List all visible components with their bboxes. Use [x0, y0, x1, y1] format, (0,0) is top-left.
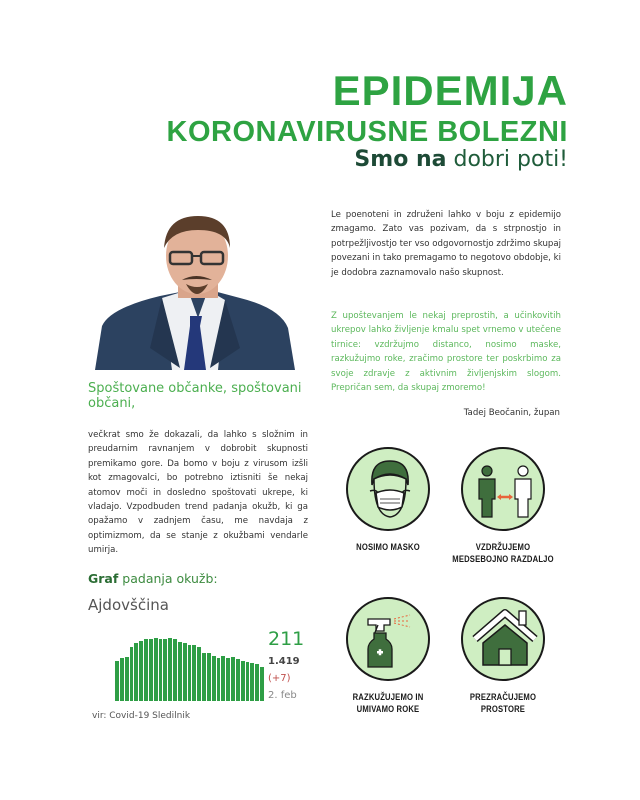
spray-bottle-icon — [346, 597, 430, 681]
chart-bar — [212, 656, 216, 701]
measure-distance — [443, 447, 563, 565]
headline-koronavirusne-bolezni: KORONAVIRUSNE BOLEZNI — [166, 116, 568, 148]
measure-ventilate — [443, 597, 563, 715]
graph-source: vir: Covid-19 Sledilnik — [92, 711, 191, 721]
infection-bar-chart — [115, 635, 265, 701]
signature: Tadej Beočanin, župan — [463, 408, 560, 418]
house-icon — [461, 597, 545, 681]
chart-bar — [168, 638, 172, 701]
headline-epidemija: EPIDEMIJA — [332, 67, 568, 114]
graph-title-rest: padanja okužb: — [118, 571, 218, 586]
greeting: Spoštovane občanke, spoštovani občani, — [88, 381, 302, 411]
letter-body-left: večkrat smo že dokazali, da lahko s složnim in preudarnim ravnanjem v dobrobit skupnosti premikamo gore. Da bomo v boju z virusom izšli kot zmagovalci, bo potrebno iztisniti še nekaj atomov moči in dosledno spoštovati ukrepe, ki vladajo. Vzpodbuden trend padanja okužb, ki ga opažamo v zadnjem času, me navdaja z optimizmom, da se stanje z okužbami vendarle umirja. — [88, 430, 308, 556]
subtitle-bold: Smo na — [354, 147, 447, 172]
chart-bar — [130, 647, 134, 701]
social-distance-icon — [461, 447, 545, 531]
chart-bar — [125, 657, 129, 701]
graph-title-bold: Graf — [88, 571, 119, 586]
chart-bar — [260, 667, 264, 701]
graph-city: Ajdovščina — [88, 596, 169, 614]
letter-body-right-1: Le poenoteni in združeni lahko v boju z epidemijo zmagamo. Zato vas pozivam, da s strpnostjo in potrpežljivostjo ter vso odgovornostjo zdržimo skupaj povezani in tako premagamo to negotovo obdobje, ki je dodobra zaznamovalo našo skupnost. — [331, 210, 561, 278]
chart-bar — [202, 653, 206, 701]
chart-bar — [241, 661, 245, 701]
subtitle — [354, 148, 568, 172]
chart-bar — [221, 656, 225, 701]
mayor-portrait-photo — [90, 208, 305, 370]
chart-bar — [236, 659, 240, 701]
measure-mask — [328, 447, 448, 553]
chart-bar — [231, 657, 235, 701]
chart-bar — [173, 639, 177, 701]
chart-bar — [217, 658, 221, 701]
subtitle-light: dobri poti! — [446, 147, 568, 172]
chart-bar — [192, 645, 196, 701]
chart-bar — [183, 643, 187, 701]
chart-bar — [149, 639, 153, 701]
daily-change-value: (+7) — [268, 673, 291, 684]
chart-bar — [226, 658, 230, 701]
graph-date: 2. feb — [268, 690, 297, 701]
chart-bar — [255, 664, 259, 701]
chart-bar — [207, 653, 211, 701]
measure-label: PREZRAČUJEMO PROSTORE — [469, 692, 537, 714]
total-cases-value: 1.419 — [268, 656, 300, 667]
chart-bar — [246, 662, 250, 701]
active-cases-value: 211 — [268, 628, 305, 650]
chart-bar — [115, 661, 119, 701]
chart-bar — [197, 647, 201, 701]
chart-bar — [139, 641, 143, 701]
mask-icon — [346, 447, 430, 531]
chart-bar — [163, 639, 167, 701]
chart-bar — [144, 639, 148, 701]
measure-label: NOSIMO MASKO — [356, 542, 420, 552]
measure-label: VZDRŽUJEMO MEDSEBOJNO RAZDALJO — [452, 542, 554, 564]
portrait-illustration — [90, 208, 305, 370]
letter-body-right-2: Z upoštevanjem le nekaj preprostih, a učinkovitih ukrepov lahko življenje kmalu spet vrnemo v utečene tirnice: vzdržujmo distanco, nosimo maske, razkužujmo roke, zračimo prostore ter poskrbimo za svoje zdravje z aktivnim življenjskim slogom. Prepričan sem, da skupaj zmoremo! — [331, 311, 561, 394]
chart-bar — [134, 643, 138, 701]
chart-bar — [120, 658, 124, 701]
measure-label: RAZKUŽUJEMO IN UMIVAMO ROKE — [352, 692, 424, 714]
chart-bar — [178, 642, 182, 701]
chart-bar — [154, 638, 158, 701]
chart-bar — [159, 639, 163, 701]
measure-sanitize — [328, 597, 448, 715]
chart-bar — [250, 663, 254, 701]
graph-title — [88, 571, 218, 586]
chart-bar — [188, 645, 192, 701]
